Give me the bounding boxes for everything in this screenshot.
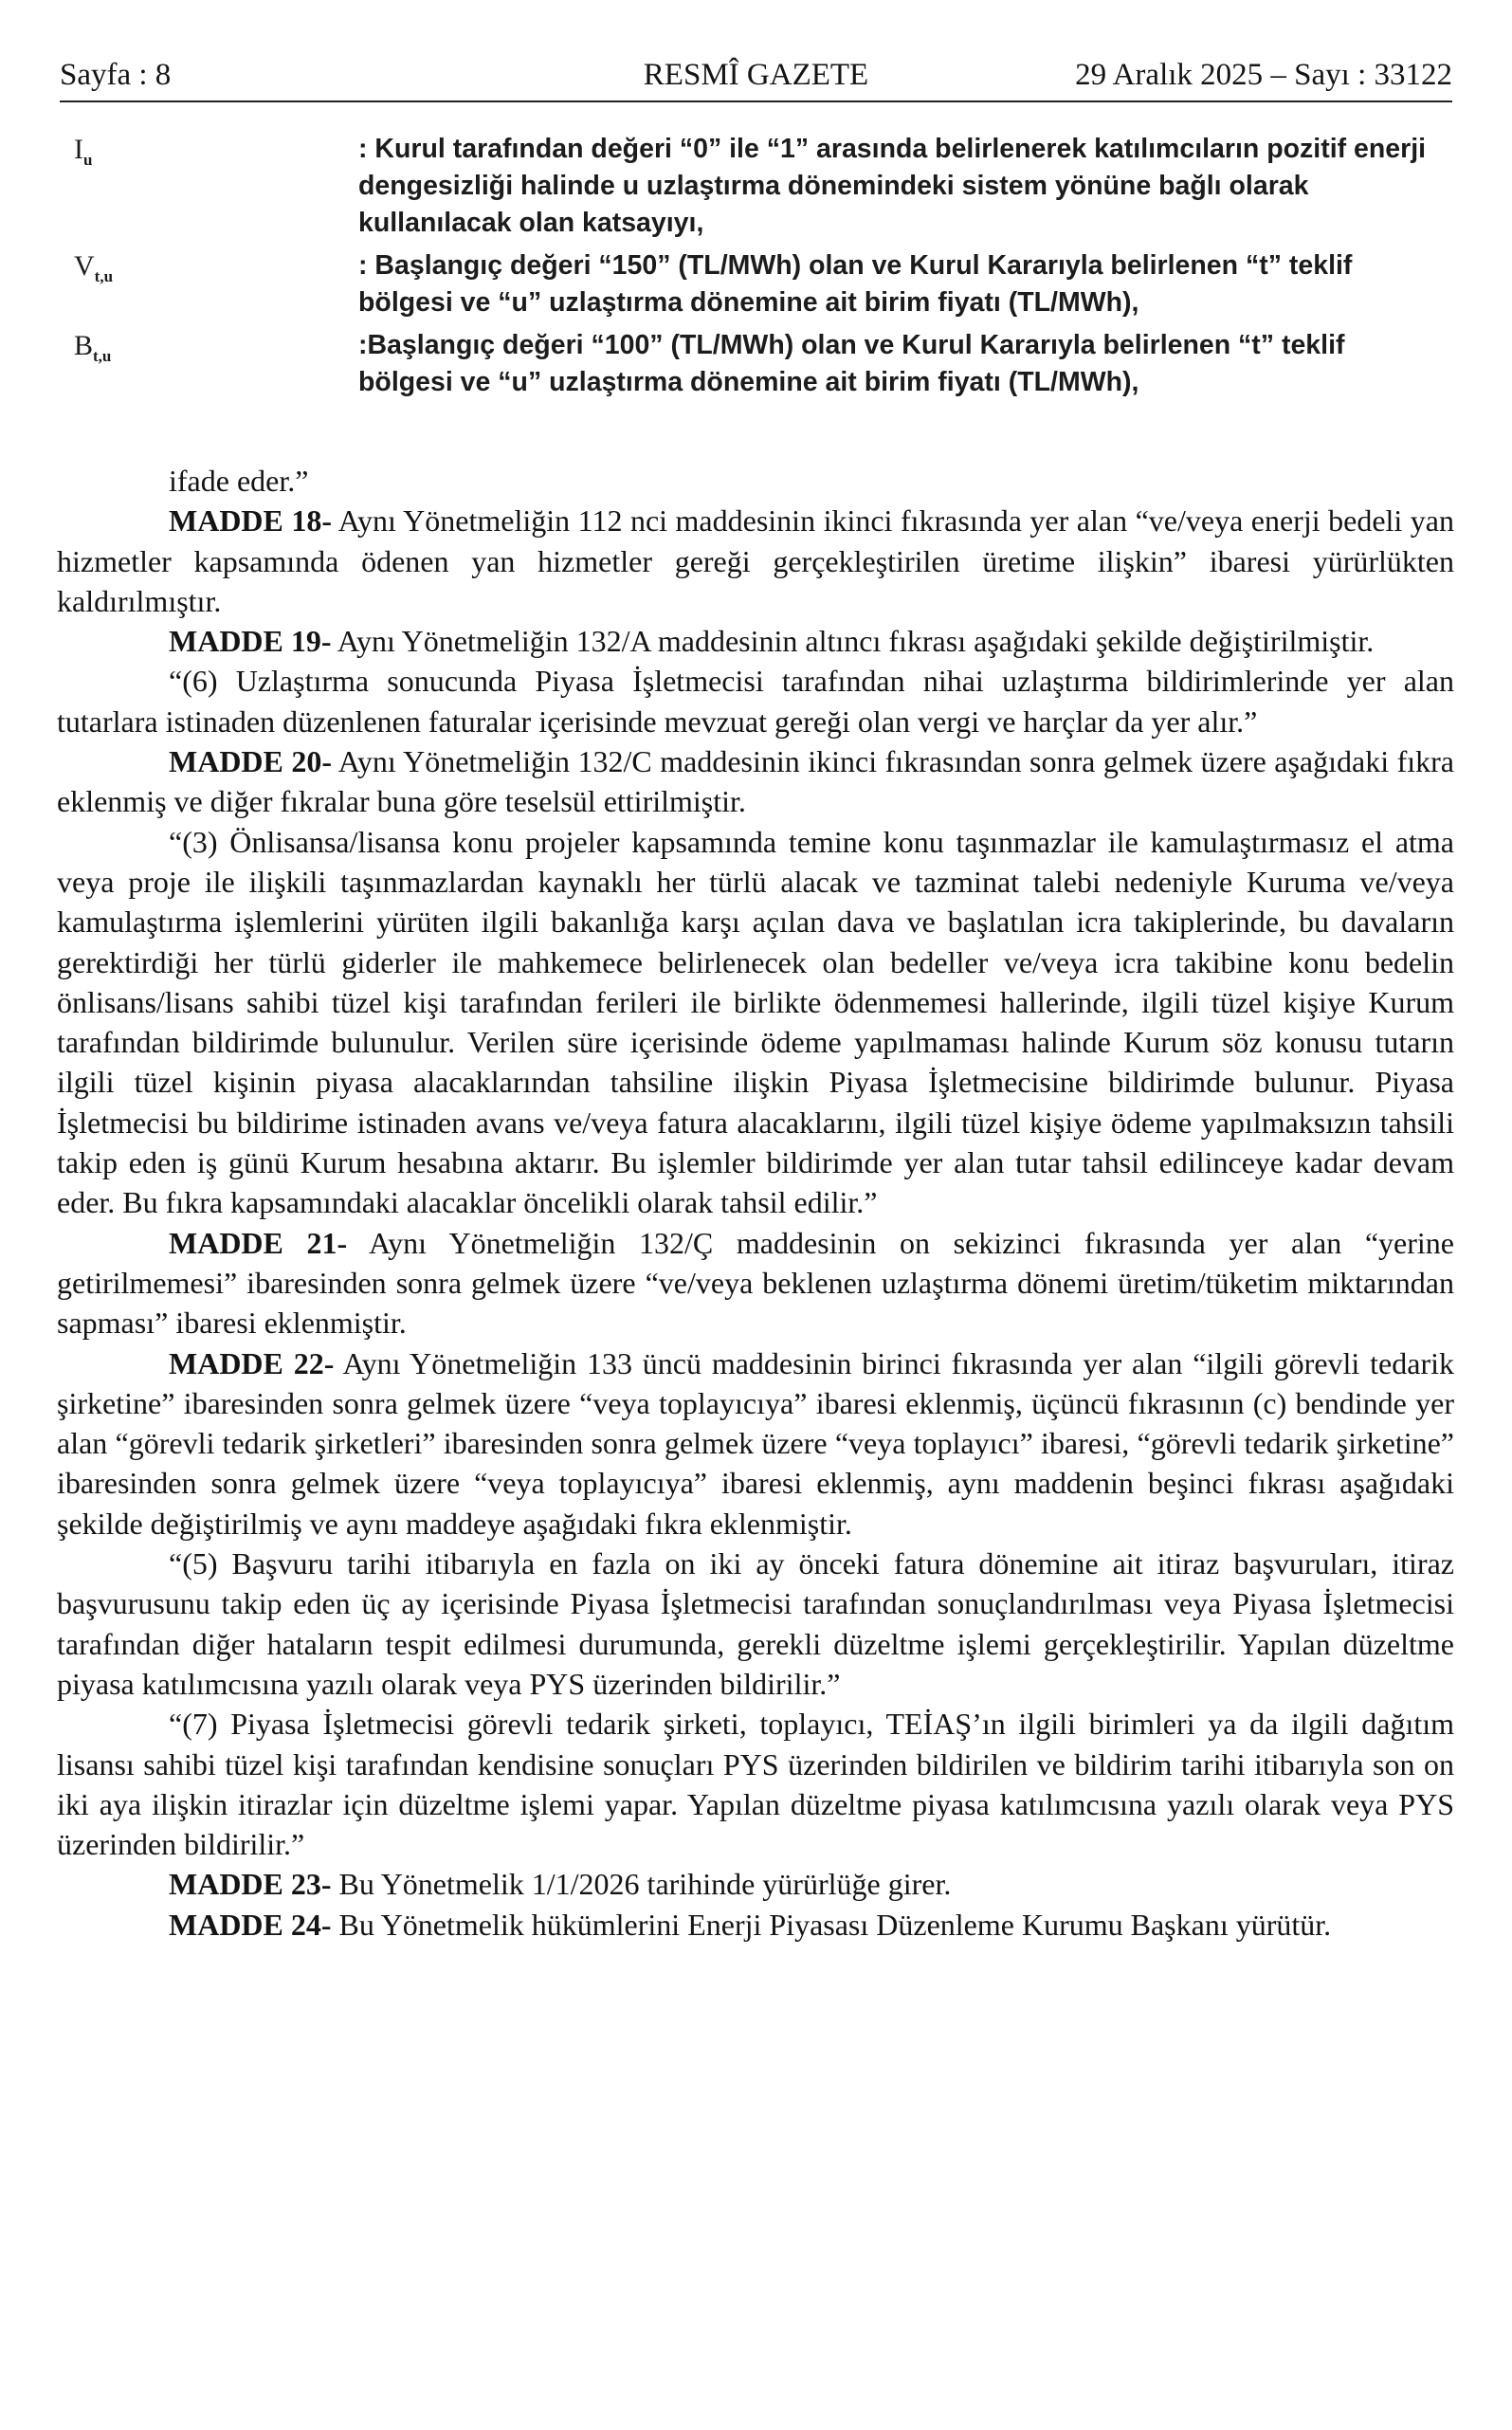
page-number: Sayfa : 8 [60, 58, 172, 92]
paragraph: “(7) Piyasa İşletmecisi görevli tedarik şirketi, toplayıcı, TEİAŞ’ın ilgili birimleri ya da ilgili dağıtım lisansı sahibi tüzel kişi tarafından kendisine sonuçları PYS üzerinden bildirilen ve bildirim tarihi itibarıyla son on iki aya ilişkin itirazlar için düzeltme işlemi yapar. Yapılan düzeltme piyasa katılımcısına yazılı olarak veya PYS üzerinden bildirilir.” [57, 1707, 1454, 1862]
definition-symbol: $I_u$ [74, 134, 93, 169]
definition-text: : Başlangıç değeri “150” (TL/MWh) olan ve Kurul Kararıyla belirlenen “t” teklif bölgesi ve “u” uzlaştırma dönemine ait birim fiyatı (TL/MWh), [358, 250, 1353, 318]
publication-title: RESMÎ GAZETE [643, 58, 869, 92]
article-label: MADDE 21- [169, 1225, 348, 1260]
madde-19: MADDE 19- Aynı Yönetmeliğin 132/A maddesinin altıncı fıkrası aşağıdaki şekilde değiştirilmiştir. [169, 624, 1375, 659]
madde-18: MADDE 18- Aynı Yönetmeliğin 112 nci maddesinin ikinci fıkrasında yer alan “ve/veya enerji bedeli yan hizmetler kapsamında ödenen yan hizmetler gereği gerçekleştirilen üretime ilişkin” ibaresi yürürlükten kaldırılmıştır. [57, 503, 1455, 618]
madde-20: MADDE 20- Aynı Yönetmeliğin 132/C maddesinin ikinci fıkrasından sonra gelmek üzere aşağıdaki fıkra eklenmiş ve diğer fıkralar buna göre teselsül ettirilmiştir. [57, 744, 1455, 819]
paragraph: ifade eder.” [169, 464, 309, 498]
paragraph: “(5) Başvuru tarihi itibarıyla en fazla on iki ay önceki fatura dönemine ait itiraz başvuruları, itiraz başvurusunu takip eden üç ay içerisinde Piyasa İşletmecisi tarafından sonuçlandırılması veya Piyasa İşletmecisi tarafından diğer hataların tespit edilmesi durumunda, gerekli düzeltme işlemi gerçekleştirilir. Yapılan düzeltme piyasa katılımcısına yazılı olarak veya PYS üzerinden bildirilir.” [57, 1546, 1454, 1701]
article-label: MADDE 22- [169, 1345, 335, 1380]
formula-definitions [74, 131, 1439, 407]
article-label: MADDE 20- [169, 744, 333, 779]
madde-23: MADDE 23- Bu Yönetmelik 1/1/2026 tarihinde yürürlüğe girer. [169, 1867, 952, 1902]
definition-row [74, 327, 1439, 401]
definition-symbol: $V_{t,u}$ [74, 250, 114, 285]
paragraph: “(6) Uzlaştırma sonucunda Piyasa İşletmecisi tarafından nihai uzlaştırma bildirimlerinde yer alan tutarlara istinaden düzenlenen faturalar içerisinde mevzuat gereği olan vergi ve harçlar da yer alır.” [57, 664, 1454, 739]
article-label: MADDE 23- [169, 1867, 332, 1902]
definition-text: : Kurul tarafından değeri “0” ile “1” arasında belirlenerek katılımcıların pozitif enerji dengesizliği halinde u uzlaştırma dönemindeki sistem yönüne bağlı olarak kullanılacak olan katsayıyı, [358, 134, 1427, 238]
paragraph: “(3) Önlisansa/lisansa konu projeler kapsamında temine konu taşınmazlar ile kamulaştırmasız el atma veya proje ile ilişkili taşınmazlardan kaynaklı her türlü alacak ve tazminat talebi nedeniyle Kuruma ve/veya kamulaştırma işlemlerini yürüten ilgili bakanlığa karşı açılan dava ve başlatılan icra takiplerinde, bu davaların gerektirdiği her türlü giderler ile mahkemece belirlenecek olan bedeller ve/veya icra takibine konu bedelin önlisans/lisans sahibi tüzel kişi tarafından ferileri ile birlikte ödenmemesi hallerinde, ilgili tüzel kişiye Kurum tarafından bildirimde bulunulur. Verilen süre içerisinde ödeme yapılmaması halinde Kurum söz konusu tutarın ilgili tüzel kişinin piyasa alacaklarından tahsiline ilişkin Piyasa İşletmecisine bildirimde bulunur. Piyasa İşletmecisi bu bildirime istinaden avans ve/veya fatura alacaklarını, ilgili tüzel kişiye ödeme yapılmaksızın tahsili takip eden iş günü Kurum hesabına aktarır. Bu işlemler bildirimde yer alan tutar tahsil edilinceye kadar devam eder. Bu fıkra kapsamındaki alacaklar öncelikli olarak tahsil edilir.” [57, 824, 1454, 1220]
definition-symbol: $B_{t,u}$ [74, 330, 112, 365]
definition-text: :Başlangıç değeri “100” (TL/MWh) olan ve Kurul Kararıyla belirlenen “t” teklif bölgesi ve “u” uzlaştırma dönemine ait birim fiyatı (TL/MWh), [358, 330, 1345, 397]
madde-24: MADDE 24- Bu Yönetmelik hükümlerini Enerji Piyasası Düzenleme Kurumu Başkanı yürütür. [169, 1907, 1332, 1942]
definition-row [74, 247, 1439, 321]
madde-22: MADDE 22- Aynı Yönetmeliğin 133 üncü maddesinin birinci fıkrasında yer alan “ilgili görevli tedarik şirketine” ibaresinden sonra gelmek üzere “veya toplayıcıya” ibaresi eklenmiş, üçüncü fıkrasının (c) bendinde yer alan “görevli tedarik şirketleri” ibaresinden sonra gelmek üzere “veya toplayıcı” ibaresi, “görevli tedarik şirketine” ibaresinden sonra gelmek üzere “veya toplayıcıya” ibaresi eklenmiş, aynı maddenin beşinci fıkrası aşağıdaki şekilde değiştirilmiş ve aynı maddeye aşağıdaki fıkra eklenmiştir. [57, 1345, 1455, 1541]
header-rule [60, 100, 1452, 102]
madde-21: MADDE 21- Aynı Yönetmeliğin 132/Ç maddesinin on sekizinci fıkrasında yer alan “yerine getirilmemesi” ibaresinden sonra gelmek üzere “ve/veya beklenen uzlaştırma dönemi üretim/tüketim miktarından sapması” ibaresi eklenmiştir. [57, 1225, 1455, 1341]
article-label: MADDE 19- [169, 624, 332, 659]
article-label: MADDE 24- [169, 1907, 332, 1942]
regulation-body [57, 461, 1454, 1945]
definition-row [74, 131, 1439, 242]
date-issue: 29 Aralık 2025 – Sayı : 33122 [1075, 58, 1452, 92]
article-label: MADDE 18- [169, 503, 333, 539]
page-header [60, 51, 1452, 99]
